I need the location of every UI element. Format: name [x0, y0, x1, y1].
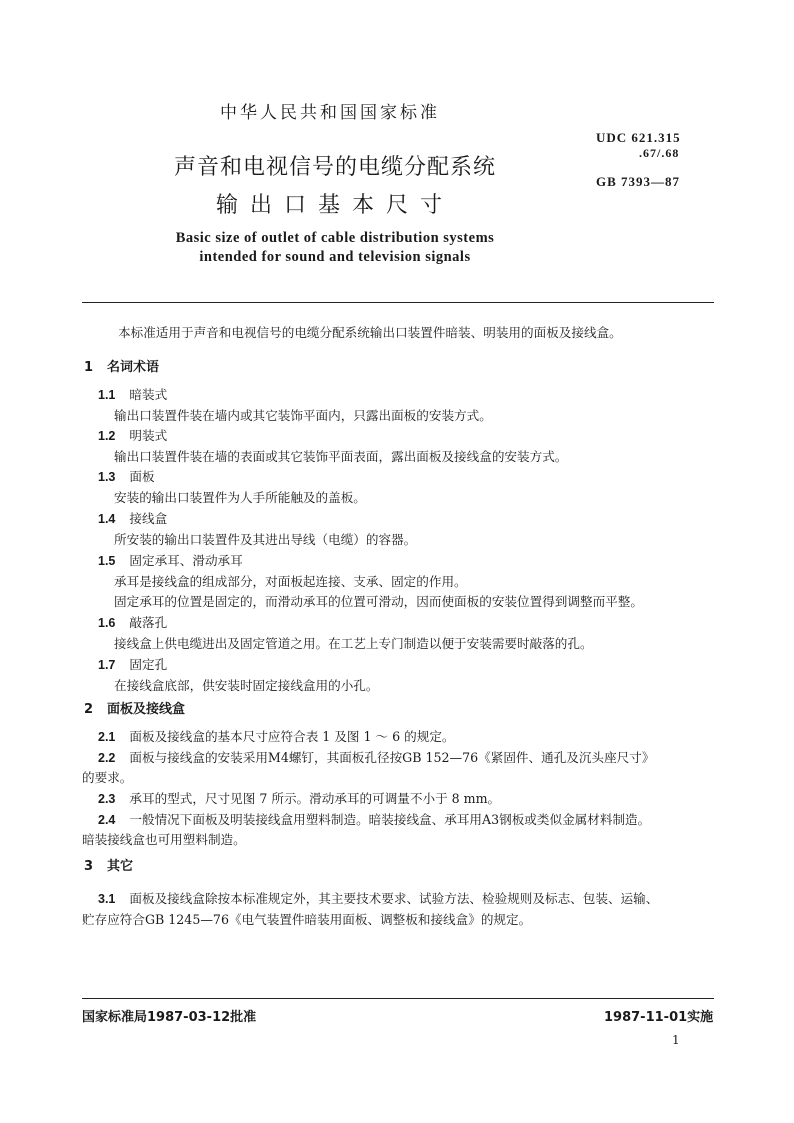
clause-3-1-cont: 贮存应符合GB 1245—76《电气装置件暗装用面板、调整板和接线盒》的规定。	[82, 912, 532, 927]
gb-standard-number: GB 7393—87	[596, 174, 681, 189]
clause-2-4: 2.4 一般情况下面板及明装接线盒用塑料制造。暗装接线盒、承耳用A3钢板或类似金属材料制造。	[98, 812, 651, 827]
section-title: 面板及接线盒	[107, 702, 186, 717]
clause-1-7-heading: 1.7 固定孔	[98, 657, 168, 672]
clause-1-7-text: 在接线盒底部，供安装时固定接线盒用的小孔。	[114, 678, 379, 693]
intro-paragraph: 本标准适用于声音和电视信号的电缆分配系统输出口装置件暗装、明装用的面板及接线盒。	[118, 325, 622, 340]
clause-1-1-heading: 1.1 暗装式	[98, 387, 168, 402]
title-en-line2: intended for sound and television signals	[199, 249, 471, 265]
clause-3-1: 3.1 面板及接线盒除按本标准规定外，其主要技术要求、试验方法、检验规则及标志、包装、运输、	[98, 891, 659, 906]
clause-2-3: 2.3 承耳的型式，尺寸见图 7 所示。滑动承耳的可调量不小于 8 mm。	[98, 791, 501, 806]
title-cn-line1: 声音和电视信号的电缆分配系统	[173, 155, 496, 180]
udc-code-cont: .67/.68	[639, 146, 680, 160]
clause-1-5-text-2: 固定承耳的位置是固定的，而滑动承耳的位置可滑动，因而使面板的安装位置得到调整而平整。	[114, 594, 643, 609]
section-2-heading	[84, 698, 185, 717]
udc-code: UDC 621.315	[596, 130, 681, 145]
clause-1-2-heading: 1.2 明装式	[98, 428, 168, 443]
section-number: 2	[84, 702, 94, 717]
term-title: 暗装式	[129, 387, 168, 402]
clause-1-6-heading: 1.6 敲落孔	[98, 615, 168, 630]
approval-date: 国家标准局1987-03-12批准	[82, 1010, 257, 1025]
clause-1-6-text: 接线盒上供电缆进出及固定管道之用。在工艺上专门制造以便于安装需要时敲落的孔。	[114, 636, 593, 651]
term-title: 固定承耳、滑动承耳	[129, 553, 243, 568]
clause-2-1: 2.1 面板及接线盒的基本尺寸应符合表 1 及图 1 ～ 6 的规定。	[98, 729, 455, 744]
effective-date: 1987-11-01实施	[604, 1010, 714, 1025]
clause-2-4-cont: 暗装接线盒也可用塑料制造。	[82, 832, 246, 847]
section-title: 名词术语	[107, 360, 160, 375]
section-title: 其它	[107, 859, 134, 874]
clause-2-2: 2.2 面板与接线盒的安装采用M4螺钉，其面板孔径按GB 152—76《紧固件、通孔及沉头座尺寸》	[98, 750, 655, 765]
issuer-title: 中华人民共和国国家标准	[220, 103, 440, 123]
term-title: 明装式	[129, 428, 168, 443]
clause-1-5-text-1: 承耳是接线盒的组成部分，对面板起连接、支承、固定的作用。	[114, 574, 467, 589]
title-en-line1: Basic size of outlet of cable distribution systems	[175, 230, 495, 246]
footer-divider	[82, 998, 714, 999]
section-number: 1	[84, 360, 94, 375]
clause-1-4-heading: 1.4 接线盒	[98, 511, 168, 526]
clause-1-3-heading: 1.3 面板	[98, 469, 155, 484]
section-1-heading	[84, 356, 159, 375]
clause-1-4-text: 所安装的输出口装置件及其进出导线（电缆）的容器。	[114, 532, 417, 547]
clause-1-3-text: 安装的输出口装置件为人手所能触及的盖板。	[114, 490, 366, 505]
clause-1-2-text: 输出口装置件装在墙的表面或其它装饰平面表面，露出面板及接线盒的安装方式。	[114, 449, 568, 464]
section-3-heading	[84, 855, 133, 874]
page-number: 1	[672, 1033, 680, 1047]
term-title: 接线盒	[129, 511, 168, 526]
term-title: 面板	[129, 469, 155, 484]
section-number: 3	[84, 859, 94, 874]
clause-1-1-text: 输出口装置件装在墙内或其它装饰平面内，只露出面板的安装方式。	[114, 408, 492, 423]
term-title: 固定孔	[129, 657, 168, 672]
header-divider	[82, 302, 714, 303]
title-cn-line2: 输出口基本尺寸	[215, 193, 454, 218]
clause-1-5-heading: 1.5 固定承耳、滑动承耳	[98, 553, 243, 568]
term-title: 敲落孔	[129, 615, 168, 630]
clause-2-2-cont: 的要求。	[82, 770, 133, 785]
